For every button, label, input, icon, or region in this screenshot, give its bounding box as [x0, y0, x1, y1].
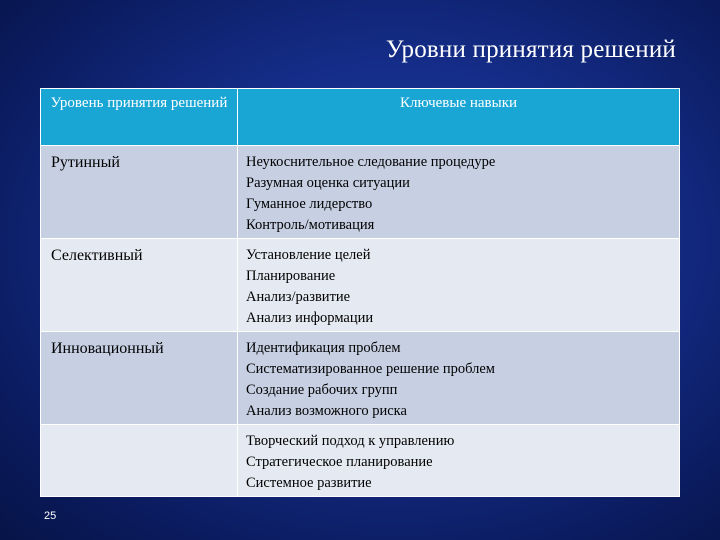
skill-item: Установление целей	[246, 247, 371, 263]
skill-item: Контроль/мотивация	[246, 217, 375, 233]
level-cell	[41, 425, 238, 497]
skill-item: Системное развитие	[246, 475, 372, 491]
table-header-row	[41, 89, 680, 146]
skill-item: Анализ/развитие	[246, 289, 351, 305]
decision-levels-table	[40, 88, 680, 497]
skill-item: Гуманное лидерство	[246, 196, 373, 212]
skill-item: Анализ информации	[246, 310, 374, 326]
skill-item: Анализ возможного риска	[246, 403, 407, 419]
skill-item: Неукоснительное следование процедуре	[246, 154, 496, 170]
skill-item: Разумная оценка ситуации	[246, 175, 410, 191]
table-row	[41, 239, 680, 332]
table-row	[41, 425, 680, 497]
skills-cell	[238, 425, 680, 497]
level-cell: Инновационный	[41, 332, 238, 425]
level-cell: Селективный	[41, 239, 238, 332]
table-row	[41, 146, 680, 239]
page-number: 25	[44, 510, 57, 522]
header-skills: Ключевые навыки	[238, 89, 680, 146]
skill-item: Систематизированное решение проблем	[246, 361, 495, 377]
skills-cell	[238, 239, 680, 332]
skill-item: Создание рабочих групп	[246, 382, 398, 398]
skills-cell	[238, 332, 680, 425]
slide-title: Уровни принятия решений	[385, 36, 676, 63]
skill-item: Творческий подход к управлению	[246, 433, 455, 449]
header-level: Уровень принятия решений	[41, 89, 238, 146]
table-row	[41, 332, 680, 425]
skill-item: Планирование	[246, 268, 336, 284]
skill-item: Стратегическое планирование	[246, 454, 433, 470]
level-cell: Рутинный	[41, 146, 238, 239]
skills-cell	[238, 146, 680, 239]
skill-item: Идентификация проблем	[246, 340, 401, 356]
